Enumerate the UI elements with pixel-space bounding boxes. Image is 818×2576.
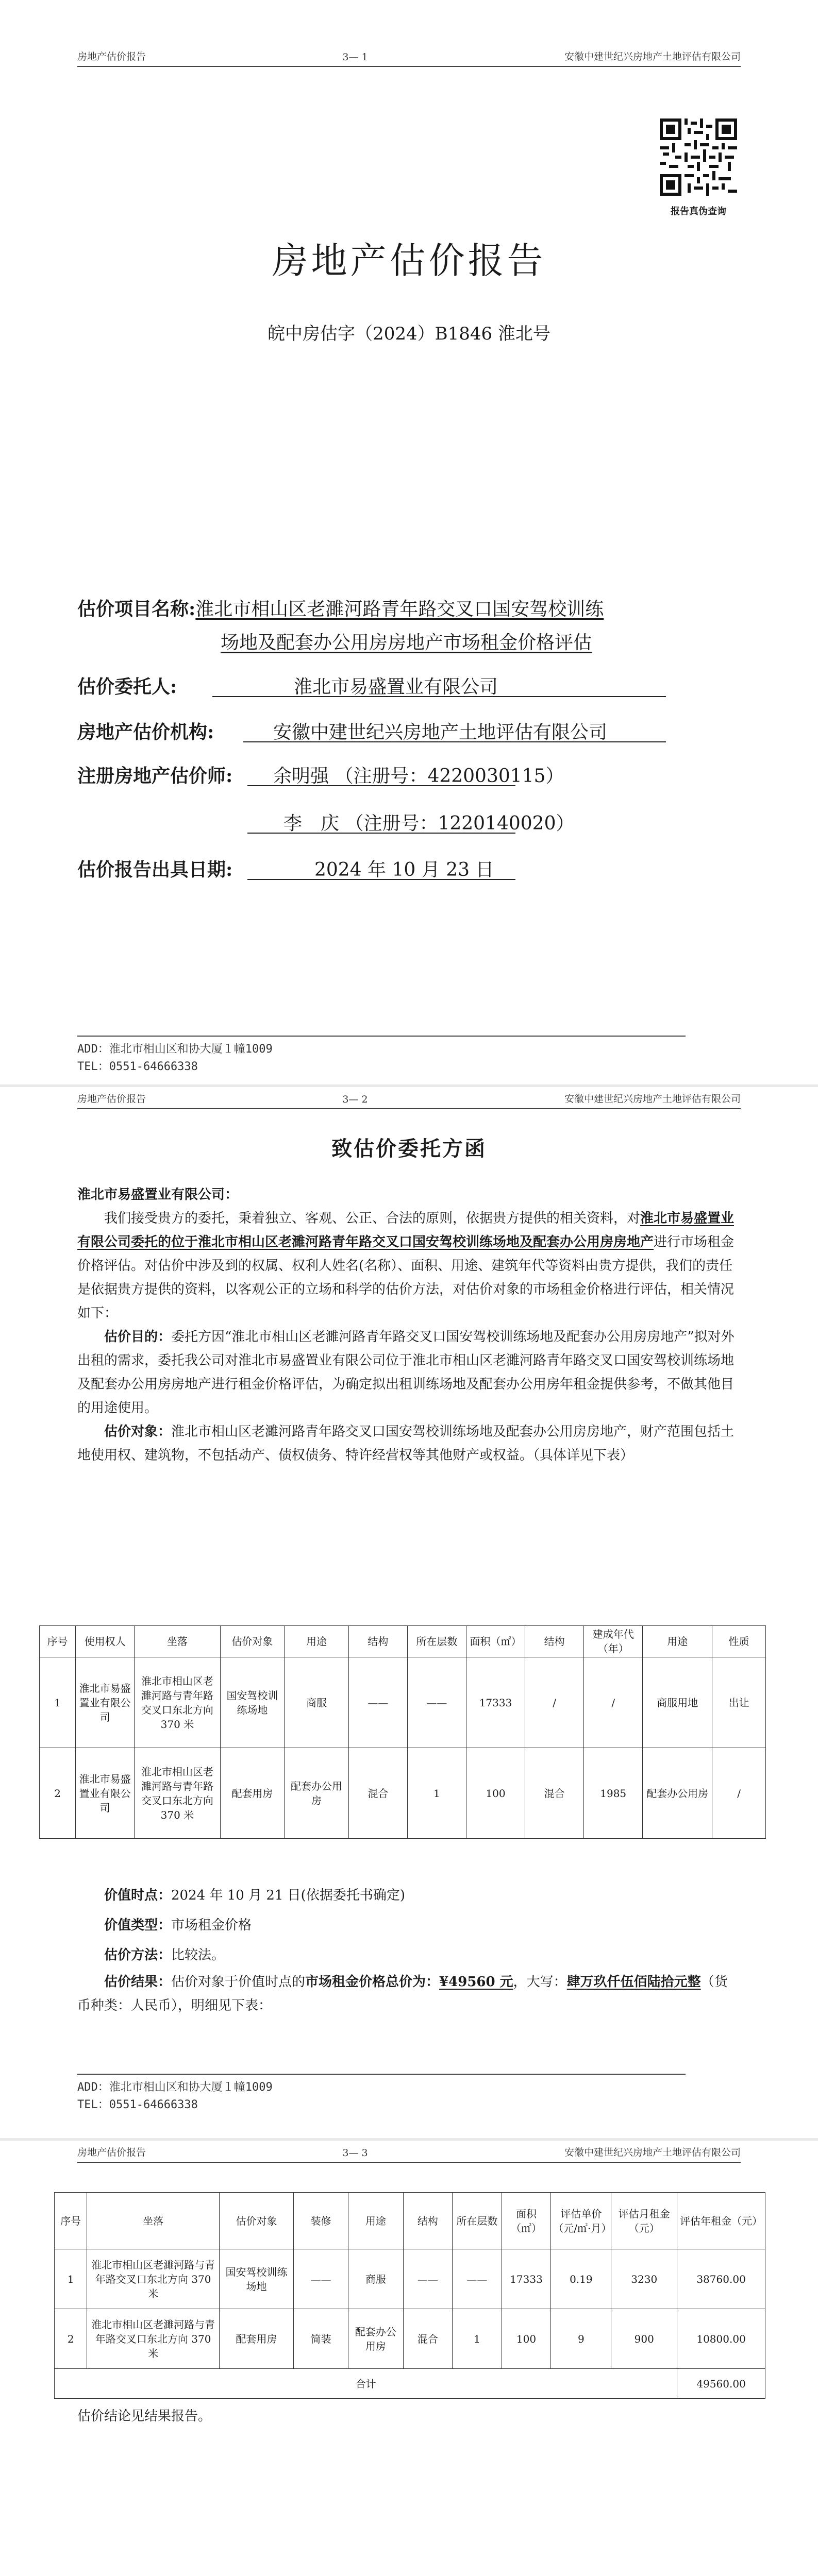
- table-header: 评估年租金（元）: [677, 2193, 765, 2249]
- table-cell: 配套用房: [220, 2309, 294, 2369]
- table-cell: 简装: [293, 2309, 348, 2369]
- project-line-2: 场地及配套办公用房房地产市场租金价格评估: [221, 632, 592, 653]
- table-cell: 0.19: [551, 2249, 611, 2309]
- table-cell: 淮北市相山区老濉河路与青年路交叉口东北方向 370 米: [135, 1657, 220, 1748]
- table-cell: 10800.00: [677, 2309, 765, 2369]
- table-cell: 国安驾校训练场地: [220, 1657, 285, 1748]
- table-cell: /: [712, 1748, 766, 1839]
- table-cell: ——: [403, 2249, 453, 2309]
- running-header: [77, 1091, 741, 1109]
- running-header: [77, 49, 741, 67]
- appraiser-label: 注册房地产估价师:: [77, 765, 233, 787]
- total-row: [55, 2369, 765, 2399]
- appraiser-field: [77, 761, 722, 788]
- table-cell: 1: [55, 2249, 87, 2309]
- report-page-1: [0, 0, 818, 1084]
- letter-paragraph-1: [77, 1207, 741, 1325]
- table-row: [55, 2249, 765, 2309]
- table-header: 用途: [285, 1626, 349, 1657]
- result-b: 市场租金价格总价为：: [305, 1974, 440, 1990]
- table-header: 坐落: [135, 1626, 220, 1657]
- table-cell: 9: [551, 2309, 611, 2369]
- page-number: 3— 3: [342, 2147, 368, 2159]
- table-cell: 1: [407, 1748, 466, 1839]
- object-paragraph: [77, 1420, 741, 1467]
- header-left: 房地产估价报告: [77, 1093, 146, 1105]
- table-cell: 淮北市相山区老濉河路与青年路交叉口东北方向 370 米: [87, 2309, 220, 2369]
- table-cell: ——: [407, 1657, 466, 1748]
- qr-caption: 报告真伪查询: [671, 206, 726, 217]
- client-value: 淮北市易盛置业有限公司: [294, 676, 498, 698]
- value-time-line: [77, 1880, 741, 1910]
- table-cell: 淮北市易盛置业有限公司: [76, 1657, 135, 1748]
- table-row: [40, 1657, 766, 1748]
- footer-tel: TEL：0551-64666338: [77, 2098, 198, 2111]
- date-field: [77, 855, 722, 882]
- result-amount-words: 肆万玖仟伍佰陆拾元整: [566, 1974, 701, 1990]
- purpose-text: 委托方因“淮北市相山区老濉河路青年路交叉口国安驾校训练场地及配套办公用房房地产”拟对外出租的需求，委托我公司对淮北市易盛置业有限公司位于淮北市相山区老濉河路青年路交叉口国安驾校训练场地及配套办公用房房地产进行租金价格评估，为确定拟出租训练场地及配套办公用房年租金提供参考，不做其他目的用途使用。: [77, 1329, 734, 1416]
- table-cell: 17333: [466, 1657, 525, 1748]
- table-row: [55, 2309, 765, 2369]
- result-d: ，大写：: [513, 1974, 567, 1990]
- table-cell: 商服用地: [643, 1657, 712, 1748]
- table-cell: 淮北市相山区老濉河路与青年路交叉口东北方向 370 米: [135, 1748, 220, 1839]
- table-cell: 1: [40, 1657, 76, 1748]
- table-header: 序号: [40, 1626, 76, 1657]
- result-a: 估价对象于价值时点的: [171, 1974, 306, 1990]
- table-header: 装修: [293, 2193, 348, 2249]
- table-header: 使用权人: [76, 1626, 135, 1657]
- table-cell: 淮北市易盛置业有限公司: [76, 1748, 135, 1839]
- result-label: 估价结果：: [104, 1974, 172, 1990]
- client-label: 估价委托人:: [77, 676, 177, 698]
- table-header: 面积（㎡）: [502, 2193, 551, 2249]
- conclusion-note: 估价结论见结果报告。: [77, 2409, 212, 2424]
- total-label: 合计: [55, 2369, 677, 2399]
- table-cell: 2: [40, 1748, 76, 1839]
- header-left: 房地产估价报告: [77, 2147, 146, 2158]
- rent-table: [54, 2192, 765, 2399]
- total-value: 49560.00: [677, 2369, 765, 2399]
- value-time: 2024 年 10 月 21 日(依据委托书确定): [171, 1888, 405, 1903]
- purpose-label: 估价目的：: [104, 1329, 172, 1345]
- agency-value: 安徽中建世纪兴房地产土地评估有限公司: [273, 722, 608, 743]
- table-cell: 100: [466, 1748, 525, 1839]
- para1-object: 淮北市易盛置业有限公司委托的位于淮北市相山区老濉河路青年路交叉口国安驾校训练场地及配套办公用房房地产: [77, 1211, 734, 1250]
- table-cell: 混合: [348, 1748, 407, 1839]
- table-cell: 商服: [285, 1657, 349, 1748]
- table-row: [40, 1748, 766, 1839]
- letter-addressee: 淮北市易盛置业有限公司：: [77, 1187, 239, 1202]
- method-value: 比较法。: [171, 1947, 225, 1963]
- letter-body: [77, 1183, 741, 1467]
- value-type-line: [77, 1910, 741, 1940]
- table-cell: 配套办公用房: [643, 1748, 712, 1839]
- report-title: 房地产估价报告: [272, 240, 546, 282]
- page-footer: [77, 1036, 741, 1076]
- table-header-row: [55, 2193, 765, 2249]
- page-footer: [77, 2074, 741, 2114]
- client-field: [77, 672, 722, 699]
- table-header: 用途: [348, 2193, 403, 2249]
- table-header-row: [40, 1626, 766, 1657]
- table-cell: 配套办公用房: [285, 1748, 349, 1839]
- header-right: 安徽中建世纪兴房地产土地评估有限公司: [564, 51, 741, 62]
- table-cell: 17333: [502, 2249, 551, 2309]
- project-line-1: 淮北市相山区老濉河路青年路交叉口国安驾校训练: [195, 599, 604, 620]
- value-type: 市场租金价格: [171, 1918, 252, 1933]
- table-cell: 3230: [611, 2249, 677, 2309]
- table-header: 面积（㎡）: [466, 1626, 525, 1657]
- result-f: （货币种类：人民币），明细见下表：: [77, 1974, 728, 2013]
- table-header: 所在层数: [453, 2193, 502, 2249]
- project-label: 估价项目名称:: [77, 598, 196, 620]
- table-cell: /: [584, 1657, 643, 1748]
- footer-address: ADD：淮北市相山区和协大厦１幢1009: [77, 2081, 273, 2094]
- purpose-paragraph: [77, 1325, 741, 1420]
- value-time-label: 价值时点：: [104, 1888, 172, 1903]
- project-name-field: [77, 592, 722, 659]
- appraiser-2: 李 庆 （注册号：1220140020）: [283, 813, 575, 834]
- table-header: 性质: [712, 1626, 766, 1657]
- header-left: 房地产估价报告: [77, 51, 146, 62]
- table-header: 估价对象: [220, 2193, 294, 2249]
- table-header: 结构: [525, 1626, 584, 1657]
- agency-label: 房地产估价机构:: [77, 721, 214, 743]
- value-summary: [77, 1880, 741, 2018]
- table-cell: ——: [453, 2249, 502, 2309]
- letter-title: 致估价委托方函: [331, 1137, 487, 1161]
- page-number: 3— 1: [342, 52, 368, 63]
- value-type-label: 价值类型：: [104, 1918, 172, 1933]
- table-cell: ——: [348, 1657, 407, 1748]
- table-cell: 混合: [403, 2309, 453, 2369]
- document-number: 皖中房估字（2024）B1846 淮北号: [268, 324, 550, 344]
- table-header: 结构: [403, 2193, 453, 2249]
- table-cell: 国安驾校训练场地: [220, 2249, 294, 2309]
- agency-field: [77, 718, 722, 744]
- page-number: 3— 2: [342, 1094, 368, 1105]
- footer-tel: TEL：0551-64666338: [77, 1060, 198, 1073]
- table-cell: 100: [502, 2309, 551, 2369]
- object-text: 淮北市相山区老濉河路青年路交叉口国安驾校训练场地及配套办公用房房地产，财产范围包括土地使用权、建筑物，不包括动产、债权债务、特许经营权等其他财产或权益。（具体详见下表）: [77, 1424, 734, 1463]
- table-header: 评估月租金（元）: [611, 2193, 677, 2249]
- date-value: 2024 年 10 月 23 日: [314, 859, 494, 880]
- running-header: [77, 2145, 741, 2163]
- table-header: 建成年代（年）: [584, 1626, 643, 1657]
- footer-address: ADD：淮北市相山区和协大厦１幢1009: [77, 1043, 273, 1056]
- table-header: 用途: [643, 1626, 712, 1657]
- table-header: 估价对象: [220, 1626, 285, 1657]
- table-cell: 2: [55, 2309, 87, 2369]
- report-page-3: [0, 2141, 818, 2576]
- table-header: 评估单价（元/㎡·月）: [551, 2193, 611, 2249]
- header-right: 安徽中建世纪兴房地产土地评估有限公司: [564, 2147, 741, 2158]
- para1-a: 我们接受贵方的委托，秉着独立、客观、公正、合法的原则，依据贵方提供的相关资料，对: [104, 1211, 641, 1226]
- object-label: 估价对象：: [104, 1424, 172, 1439]
- table-header: 坐落: [87, 2193, 220, 2249]
- table-cell: 900: [611, 2309, 677, 2369]
- table-cell: 淮北市相山区老濉河路与青年路交叉口东北方向 370 米: [87, 2249, 220, 2309]
- object-table: [39, 1625, 766, 1839]
- date-label: 估价报告出具日期:: [77, 859, 233, 880]
- result-line: [77, 1970, 741, 2018]
- result-amount: ¥49560 元: [439, 1974, 513, 1990]
- table-cell: 1: [453, 2309, 502, 2369]
- method-line: [77, 1940, 741, 1970]
- table-cell: 1985: [584, 1748, 643, 1839]
- appraiser-1: 余明强 （注册号：4220030115）: [273, 766, 564, 787]
- header-right: 安徽中建世纪兴房地产土地评估有限公司: [564, 1093, 741, 1105]
- table-cell: 出让: [712, 1657, 766, 1748]
- table-cell: 配套办公用房: [348, 2309, 403, 2369]
- table-cell: /: [525, 1657, 584, 1748]
- table-cell: 38760.00: [677, 2249, 765, 2309]
- table-cell: 配套用房: [220, 1748, 285, 1839]
- para1-c: 进行市场租金价格评估。对估价中涉及到的权属、权利人姓名(名称）、面积、用途、建筑年代等资料由贵方提供，我们的责任是依据贵方提供的资料，以客观公正的立场和科学的估价方法，对估价对象的市场租金价格进行评估，相关情况如下：: [77, 1234, 734, 1321]
- table-header: 序号: [55, 2193, 87, 2249]
- method-label: 估价方法：: [104, 1947, 172, 1963]
- qr-code-image[interactable]: [660, 118, 737, 196]
- report-page-2: [0, 1087, 818, 2138]
- table-header: 结构: [348, 1626, 407, 1657]
- table-cell: 商服: [348, 2249, 403, 2309]
- table-header: 所在层数: [407, 1626, 466, 1657]
- table-cell: ——: [293, 2249, 348, 2309]
- table-cell: 混合: [525, 1748, 584, 1839]
